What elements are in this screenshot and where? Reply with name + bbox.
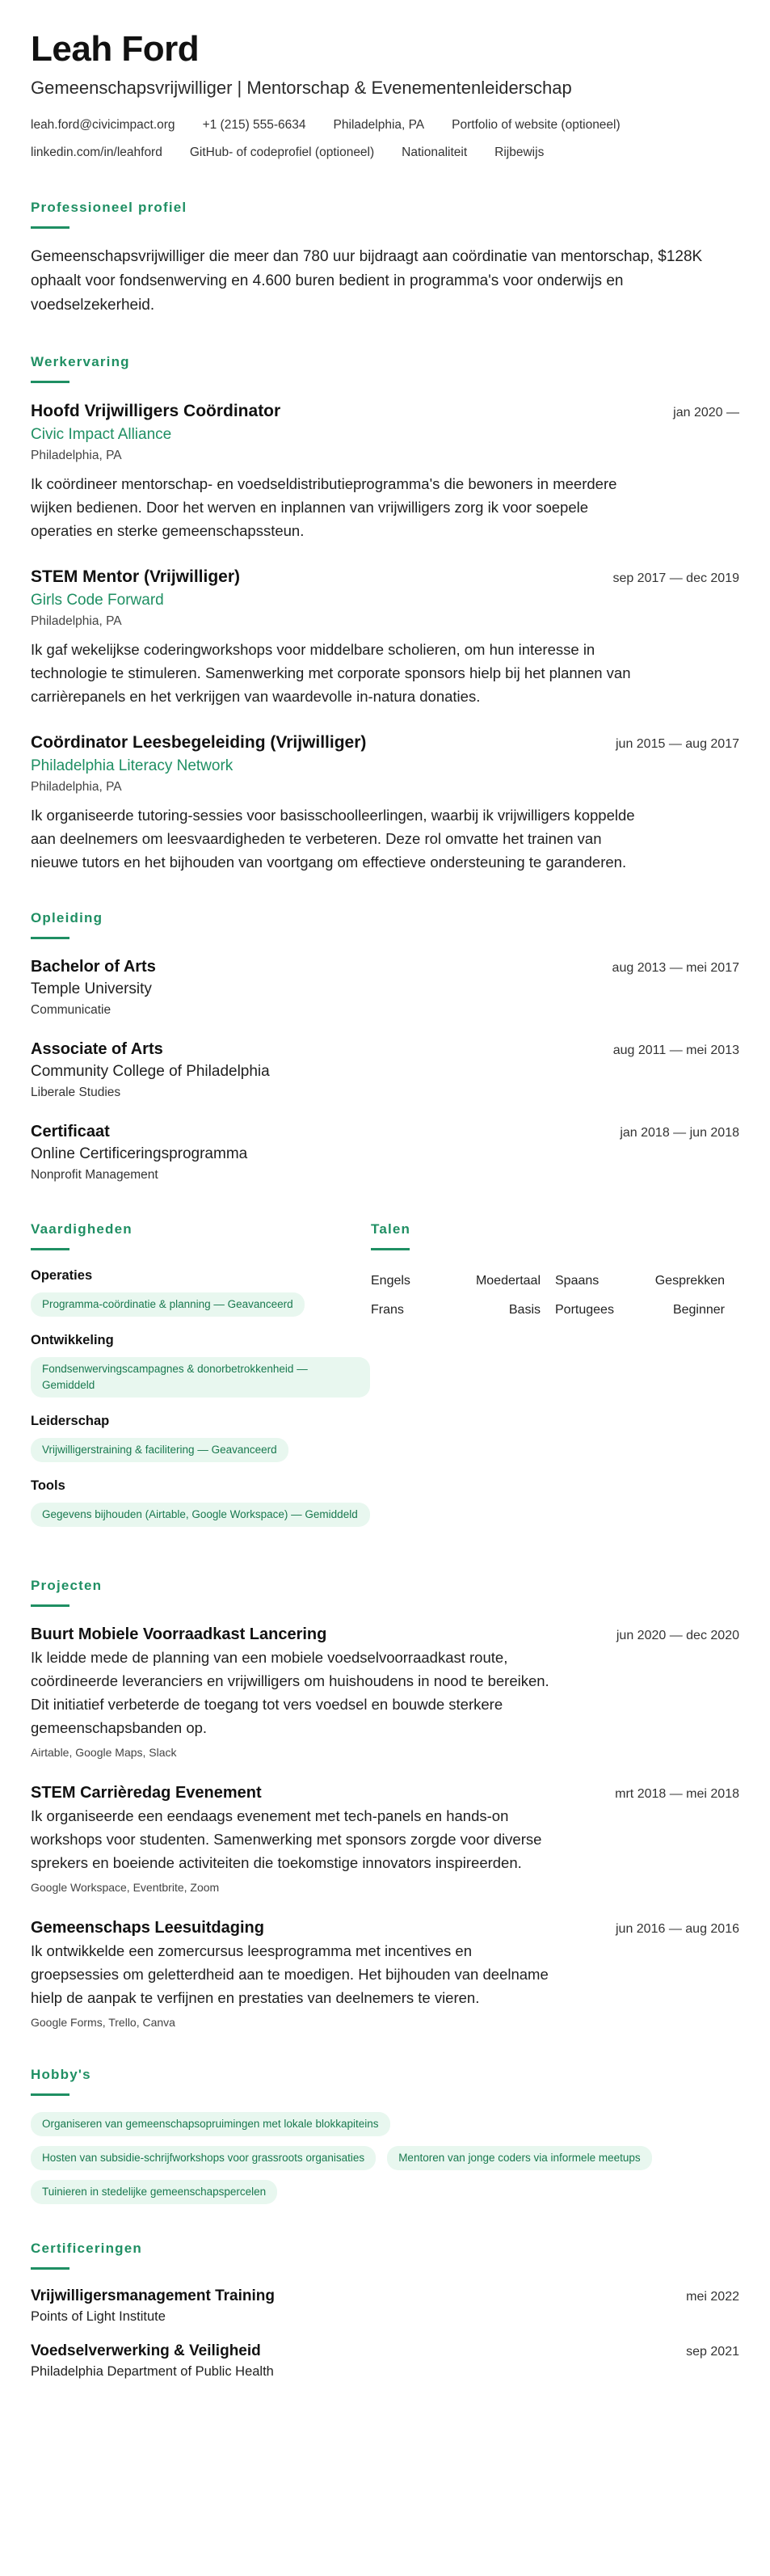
degree-title: Bachelor of Arts (31, 958, 156, 976)
experience-entry (31, 399, 739, 542)
section-title: Professioneel profiel (31, 200, 187, 215)
certification-name: Voedselverwerking & Veiligheid (31, 2342, 261, 2359)
job-title: Coördinator Leesbegeleiding (Vrijwilliger) (31, 733, 367, 752)
project-name: Buurt Mobiele Voorraadkast Lancering (31, 1625, 327, 1643)
job-date: jan 2020 — (673, 406, 739, 419)
education-date: jan 2018 — jun 2018 (620, 1126, 739, 1140)
job-location: Philadelphia, PA (31, 780, 122, 794)
project-tools: Google Workspace, Eventbrite, Zoom (31, 1881, 220, 1894)
skill-group (31, 1267, 371, 1317)
skills-languages-row (31, 1221, 739, 1541)
contact-email[interactable]: leah.ford@civicimpact.org (31, 118, 175, 132)
project-date: jun 2016 — aug 2016 (615, 1922, 739, 1936)
section-divider (31, 226, 69, 229)
language-level: Beginner (672, 1303, 725, 1317)
skill-group (31, 1331, 371, 1398)
section-divider (31, 1604, 69, 1607)
project-entry (31, 1916, 739, 2030)
section-divider (31, 937, 69, 939)
contact-portfolio[interactable]: Portfolio of website (optioneel) (452, 118, 621, 132)
hobby-pill: Organiseren van gemeenschapsopruimingen met lokale blokkapiteins (31, 2112, 390, 2136)
section-divider (31, 381, 69, 383)
certification-issuer: Philadelphia Department of Public Health (31, 2364, 274, 2379)
project-entry (31, 1623, 739, 1760)
school-name: Online Certificeringsprogramma (31, 1145, 248, 1162)
candidate-headline: Gemeenschapsvrijwilliger | Mentorschap & Evenementenleiderschap (31, 78, 572, 98)
skills-section (31, 1221, 371, 1541)
project-date: mrt 2018 — mei 2018 (615, 1787, 739, 1801)
skill-group (31, 1412, 371, 1462)
education-entry (31, 1120, 739, 1185)
section-title: Opleiding (31, 910, 103, 925)
skill-pill: Programma-coördinatie & planning — Geavanceerd (31, 1292, 305, 1317)
hobby-list (31, 2112, 742, 2204)
education-entry (31, 955, 739, 1020)
certification-entry (31, 2341, 739, 2381)
degree-title: Certificaat (31, 1123, 110, 1140)
certifications-section (31, 2240, 739, 2381)
certification-date: sep 2021 (686, 2345, 739, 2359)
skill-group (31, 1477, 371, 1527)
project-description: Ik leidde mede de planning van een mobiele voedselvoorraadkast route, coördineerde leveranciers en vrijwilligers om huishoudens in nood te bereiken. Dit initiatief verbeterde de toegang tot vers voedsel en bouwde sterkere gemeenschapsbanden op. (31, 1649, 549, 1736)
project-entry (31, 1781, 739, 1895)
project-description: Ik organiseerde een eendaags evenement met tech-panels en hands-on workshops voor studenten. Samenwerking met sponsors zorgde voor diverse sprekers en boeiende activiteiten die toekomstige innovators inspireerden. (31, 1807, 542, 1871)
section-title: Hobby's (31, 2067, 91, 2082)
experience-entry (31, 731, 739, 874)
school-name: Community College of Philadelphia (31, 1063, 270, 1080)
section-title: Werkervaring (31, 354, 130, 369)
skill-pill: Fondsenwervingscampagnes & donorbetrokkenheid — Gemiddeld (31, 1357, 370, 1398)
contact-nationality: Nationaliteit (402, 145, 468, 159)
experience-section (31, 353, 739, 874)
education-entry (31, 1038, 739, 1102)
section-divider (31, 2093, 69, 2096)
job-location: Philadelphia, PA (31, 449, 122, 462)
skill-category: Leiderschap (31, 1414, 110, 1428)
job-date: jun 2015 — aug 2017 (615, 737, 739, 751)
job-description: Ik organiseerde tutoring-sessies voor basisschoolleerlingen, waarbij ik vrijwilligers koppelde aan deelnemers om leesvaardigheden te verbeteren. Deze rol omvatte het trainen van nieuwe tutors en het bijhouden van voortgang om effectieve ondersteuning te garanderen. (31, 807, 635, 871)
project-tools: Airtable, Google Maps, Slack (31, 1746, 177, 1759)
projects-section (31, 1577, 739, 2030)
hobby-pill: Mentoren van jonge coders via informele meetups (387, 2146, 651, 2170)
project-name: STEM Carrièredag Evenement (31, 1784, 262, 1802)
job-date: sep 2017 — dec 2019 (612, 571, 739, 585)
project-tools: Google Forms, Trello, Canva (31, 2016, 175, 2029)
certification-entry (31, 2286, 739, 2326)
contact-github[interactable]: GitHub- of codeprofiel (optioneel) (189, 145, 375, 159)
language-name: Frans (371, 1303, 404, 1317)
language-level: Moedertaal (475, 1274, 541, 1288)
contact-linkedin[interactable]: linkedin.com/in/leahford (31, 145, 162, 159)
school-name: Temple University (31, 980, 152, 997)
contact-license: Rijbewijs (494, 145, 545, 159)
study-field: Liberale Studies (31, 1086, 121, 1099)
section-title: Projecten (31, 1578, 103, 1593)
project-description: Ik ontwikkelde een zomercursus leesprogramma met incentives en groepsessies om geletterdheid aan te moedigen. Het bijhouden van deelname hielp de aanpak te verfijnen en prestaties van deelnemers te vieren. (31, 1942, 549, 2006)
candidate-name: Leah Ford (31, 29, 200, 69)
job-organization: Girls Code Forward (31, 592, 164, 609)
project-date: jun 2020 — dec 2020 (616, 1629, 739, 1642)
section-divider (371, 1248, 410, 1250)
contact-phone[interactable]: +1 (215) 555-6634 (202, 118, 306, 132)
certification-date: mei 2022 (686, 2290, 739, 2304)
job-description: Ik gaf wekelijkse coderingworkshops voor middelbare scholieren, om hun interesse in technologie te stimuleren. Samenwerking met corporate sponsors hielp bij het plannen van carrièrepanels en het verkrijgen van waardevolle in-natura donaties. (31, 641, 631, 705)
language-row (371, 1296, 739, 1325)
language-name: Engels (371, 1274, 410, 1288)
language-level: Gesprekken (654, 1274, 725, 1288)
section-title: Talen (371, 1221, 411, 1237)
hobby-pill: Tuinieren in stedelijke gemeenschapspercelen (31, 2180, 277, 2204)
profile-summary: Gemeenschapsvrijwilliger die meer dan 780 uur bijdraagt aan coördinatie van mentorschap, $128K ophaalt voor fondsenwerving en 4.600 buren bedient in programma's voor onderwijs en voedselzekerheid. (31, 248, 703, 314)
resume-header (31, 27, 739, 163)
study-field: Nonprofit Management (31, 1168, 158, 1182)
education-date: aug 2011 — mei 2013 (612, 1043, 739, 1057)
language-level: Basis (508, 1303, 541, 1317)
job-location: Philadelphia, PA (31, 614, 122, 628)
experience-entry (31, 565, 739, 708)
languages-section (371, 1221, 739, 1541)
skill-pill: Gegevens bijhouden (Airtable, Google Workspace) — Gemiddeld (31, 1503, 370, 1527)
job-organization: Philadelphia Literacy Network (31, 757, 234, 774)
language-name: Portugees (555, 1303, 614, 1317)
certification-name: Vrijwilligersmanagement Training (31, 2287, 275, 2304)
contact-list (31, 115, 739, 163)
language-name: Spaans (555, 1274, 600, 1288)
certification-issuer: Points of Light Institute (31, 2309, 166, 2324)
hobbies-section (31, 2066, 739, 2204)
language-row (371, 1267, 739, 1296)
hobby-pill: Hosten van subsidie-schrijfworkshops voor grassroots organisaties (31, 2146, 376, 2170)
education-section (31, 909, 739, 1185)
skill-category: Tools (31, 1478, 65, 1493)
section-title: Vaardigheden (31, 1221, 133, 1237)
contact-location: Philadelphia, PA (333, 118, 425, 132)
project-name: Gemeenschaps Leesuitdaging (31, 1919, 264, 1937)
skill-category: Ontwikkeling (31, 1333, 114, 1347)
job-title: STEM Mentor (Vrijwilliger) (31, 567, 241, 586)
job-organization: Civic Impact Alliance (31, 426, 172, 443)
skill-pill: Vrijwilligerstraining & facilitering — Geavanceerd (31, 1438, 288, 1462)
skill-category: Operaties (31, 1268, 93, 1283)
section-title: Certificeringen (31, 2241, 142, 2256)
section-divider (31, 1248, 69, 1250)
profile-section (31, 199, 739, 318)
study-field: Communicatie (31, 1003, 112, 1017)
job-title: Hoofd Vrijwilligers Coördinator (31, 402, 281, 420)
degree-title: Associate of Arts (31, 1040, 163, 1058)
education-date: aug 2013 — mei 2017 (612, 961, 739, 975)
section-divider (31, 2267, 69, 2270)
job-description: Ik coördineer mentorschap- en voedseldistributieprogramma's die bewoners in meerdere wijken bedienen. Door het werven en inplannen van vrijwilligers zorg ik voor soepele operaties en sterke gemeenschapssteun. (31, 475, 617, 539)
